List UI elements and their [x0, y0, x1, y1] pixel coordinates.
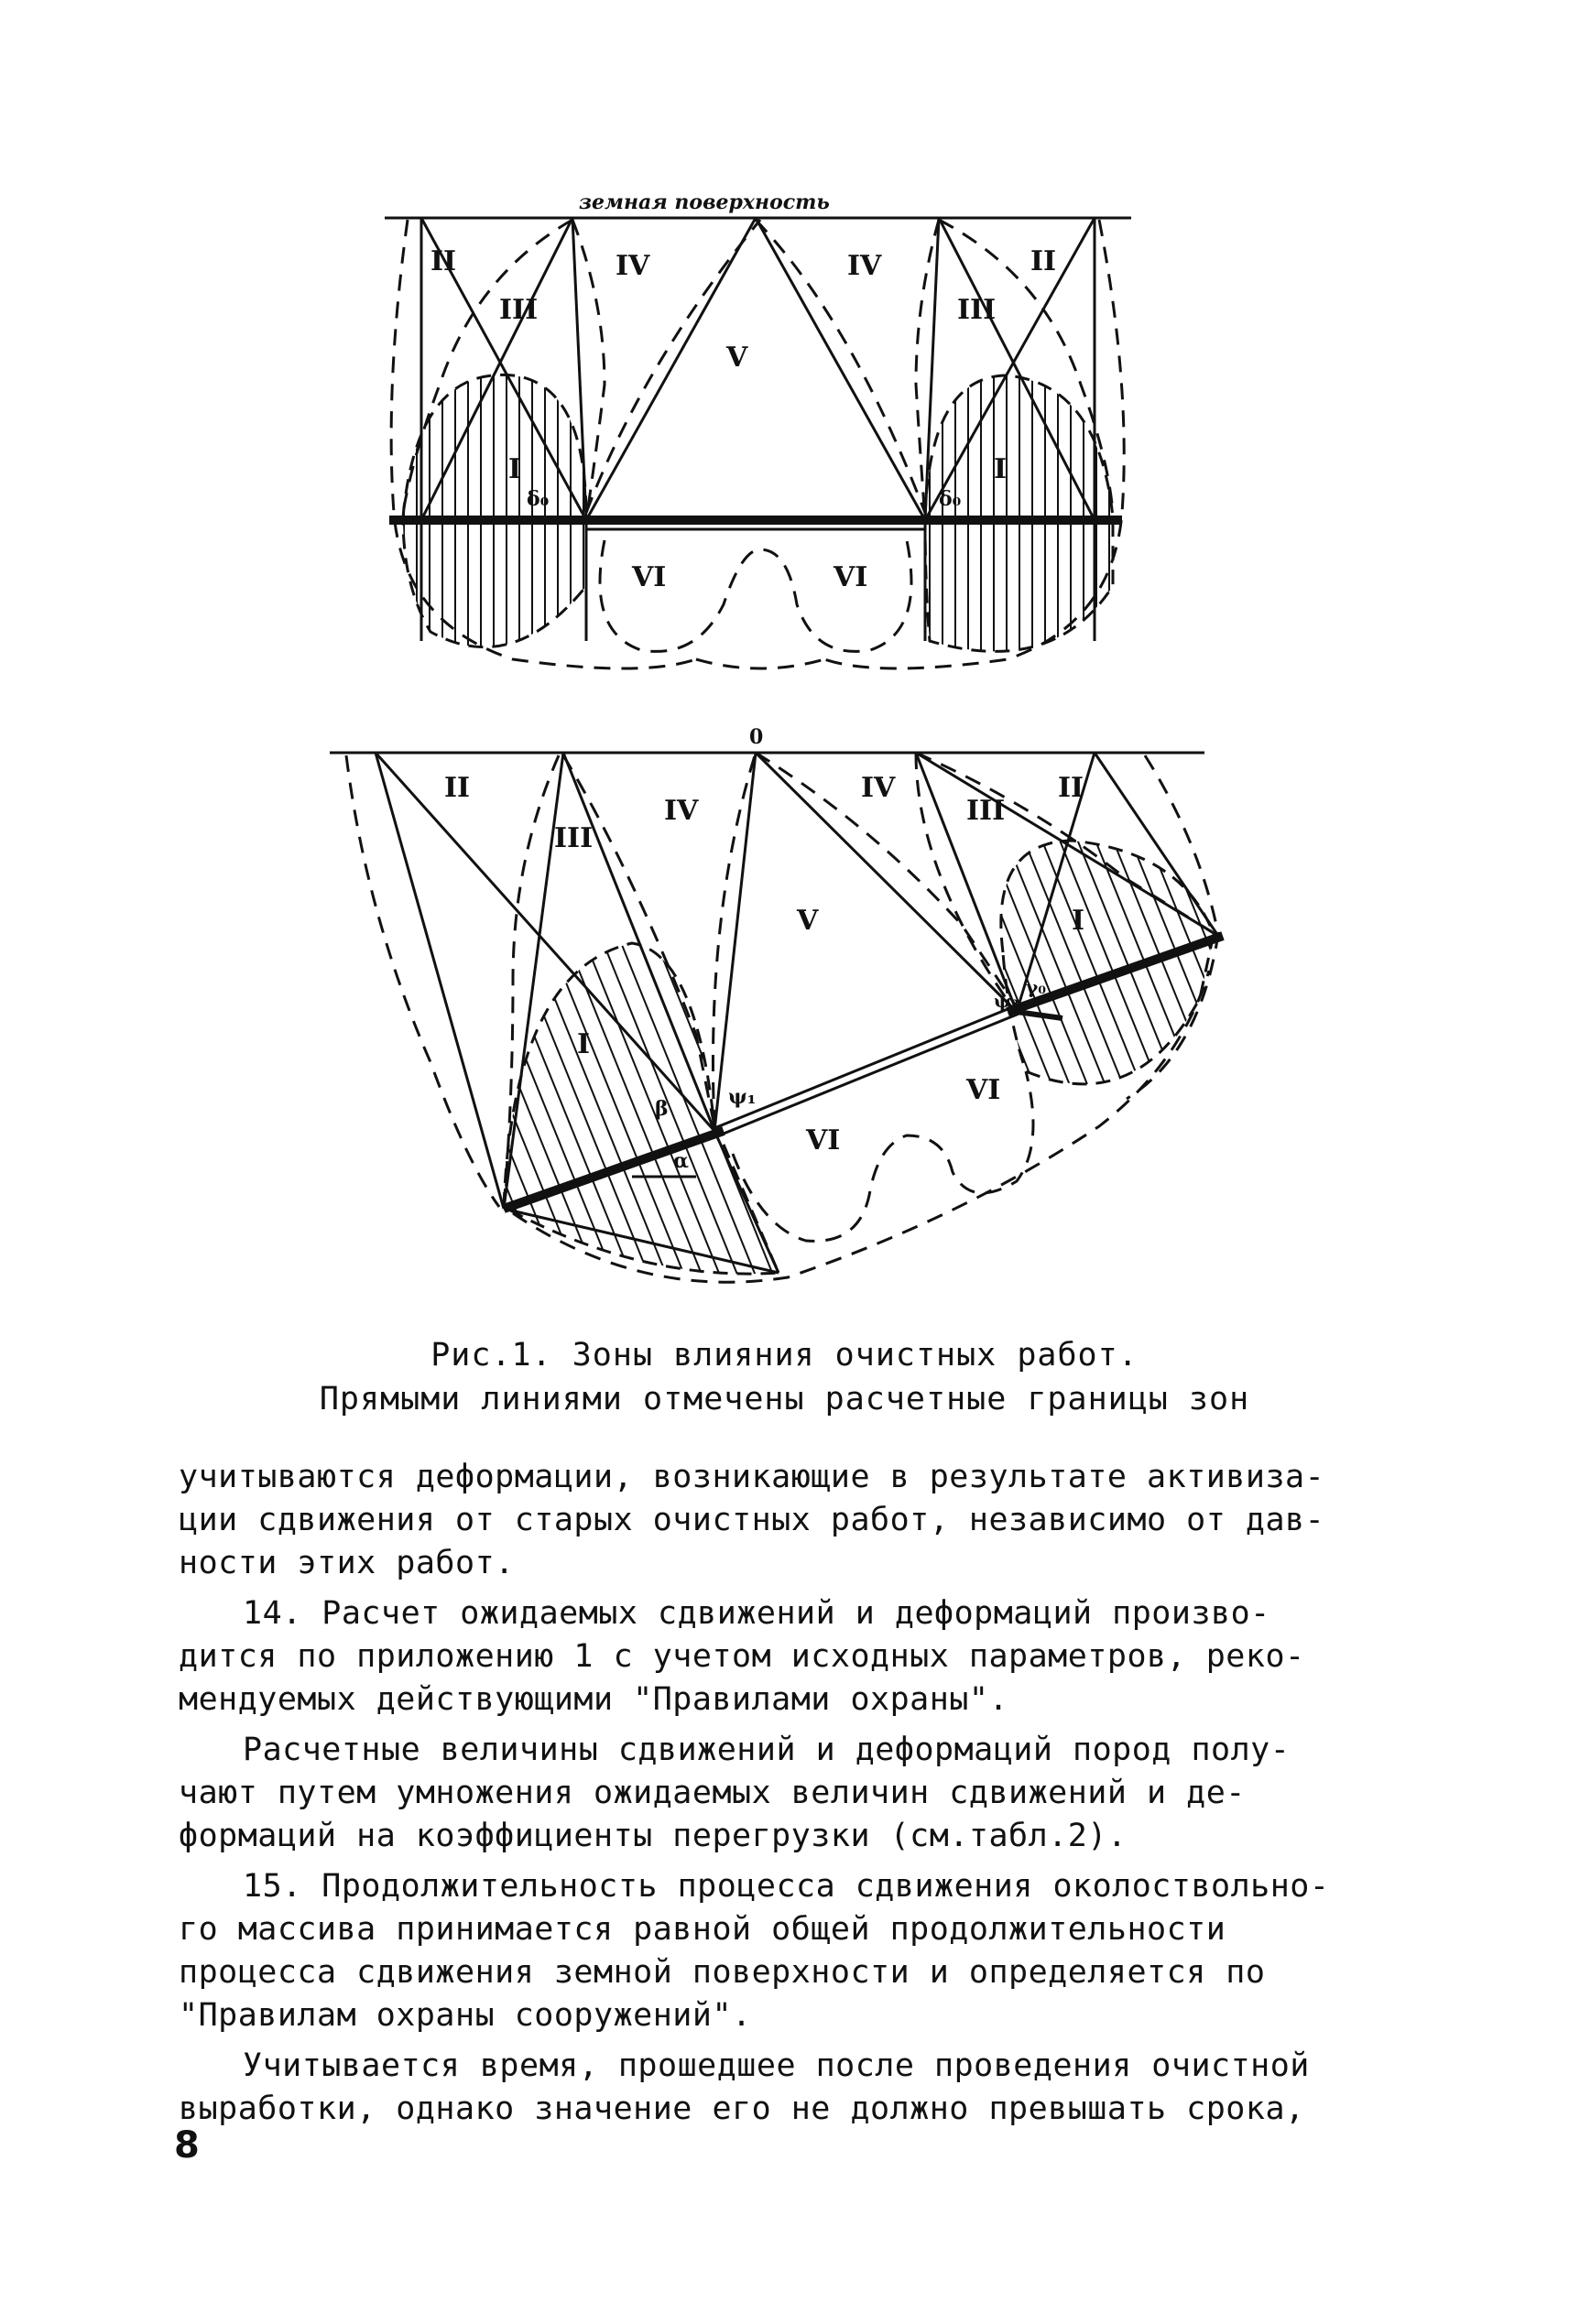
text-line: 15. Продолжительность процесса сдвижения околоствольно- [243, 1868, 1330, 1905]
zone-label: I [577, 1028, 591, 1060]
body-text [179, 1456, 1392, 2131]
zone-label: I [1072, 905, 1085, 937]
angle-label: γ₀ [1026, 976, 1046, 998]
zone-label: IV [847, 250, 882, 282]
zone-label: II [444, 772, 471, 804]
zone-label: VI [806, 1124, 841, 1157]
zone-label: I [994, 453, 1008, 485]
zone-label: I [508, 453, 522, 485]
angle-label: β [655, 1097, 669, 1121]
angle-label: δ₀ [939, 487, 962, 511]
zone-label: III [957, 294, 997, 326]
text-line: учитываются деформации, возникающие в результате активиза- [179, 1459, 1325, 1495]
figure-caption-line-2: Прямыми линиями отмечены расчетные границы зон [319, 1381, 1250, 1417]
zone-label: VI [834, 561, 868, 593]
zone-label: IV [664, 795, 699, 827]
text-line: дится по приложению 1 с учетом исходных параметров, реко- [179, 1638, 1305, 1675]
page-number: 8 [174, 2124, 200, 2167]
text-line: Расчетные величины сдвижений и деформаций пород полу- [243, 1732, 1291, 1768]
text-line: процесса сдвижения земной поверхности и определяется по [179, 1954, 1266, 1991]
text-line: "Правилам охраны сооружений". [179, 1997, 752, 2034]
zone-label: II [1030, 245, 1057, 277]
text-line: го массива принимается равной общей продолжительности [179, 1911, 1226, 1948]
zone-label: VI [632, 561, 667, 593]
angle-label: ψ₂ [994, 990, 1019, 1012]
paragraph [179, 1865, 1392, 2037]
text-line: мендуемых действующими "Правилами охраны". [179, 1681, 1009, 1718]
paragraph [179, 1592, 1392, 1721]
angle-label: α [673, 1149, 689, 1173]
origin-label: 0 [749, 725, 764, 749]
text-line: 14. Расчет ожидаемых сдвижений и деформаций произво- [243, 1595, 1270, 1632]
figure-caption-line-1: Рис.1. Зоны влияния очистных работ. [430, 1337, 1139, 1374]
angle-label: ψ₁ [728, 1085, 757, 1109]
zone-label: III [966, 795, 1006, 827]
text-line: ции сдвижения от старых очистных работ, независимо от дав- [179, 1502, 1325, 1538]
paragraph [179, 2045, 1392, 2131]
surface-label: земная поверхность [579, 190, 830, 214]
text-line: чают путем умножения ожидаемых величин сдвижений и де- [179, 1775, 1246, 1811]
zone-label: VI [966, 1074, 1001, 1106]
zone-label: IV [861, 772, 896, 804]
bottom-diagram [330, 753, 1223, 1282]
top-diagram [385, 218, 1131, 668]
zone-label: V [726, 342, 748, 374]
zone-label: V [797, 905, 819, 937]
zone-label: II [430, 245, 457, 277]
zone-label: II [1058, 772, 1084, 804]
zone-label: III [499, 294, 539, 326]
zone-label: IV [616, 250, 650, 282]
text-line: формаций на коэффициенты перегрузки (см.табл.2). [179, 1818, 1128, 1854]
angle-label: δ₀ [527, 487, 550, 511]
text-line: выработки, однако значение его не должно превышать срока, [179, 2091, 1305, 2127]
text-line: ности этих работ. [179, 1545, 515, 1581]
text-line: Учитывается время, прошедшее после проведения очистной [243, 2047, 1310, 2084]
zone-label: III [554, 822, 594, 854]
paragraph [179, 1456, 1392, 1585]
paragraph [179, 1729, 1392, 1858]
